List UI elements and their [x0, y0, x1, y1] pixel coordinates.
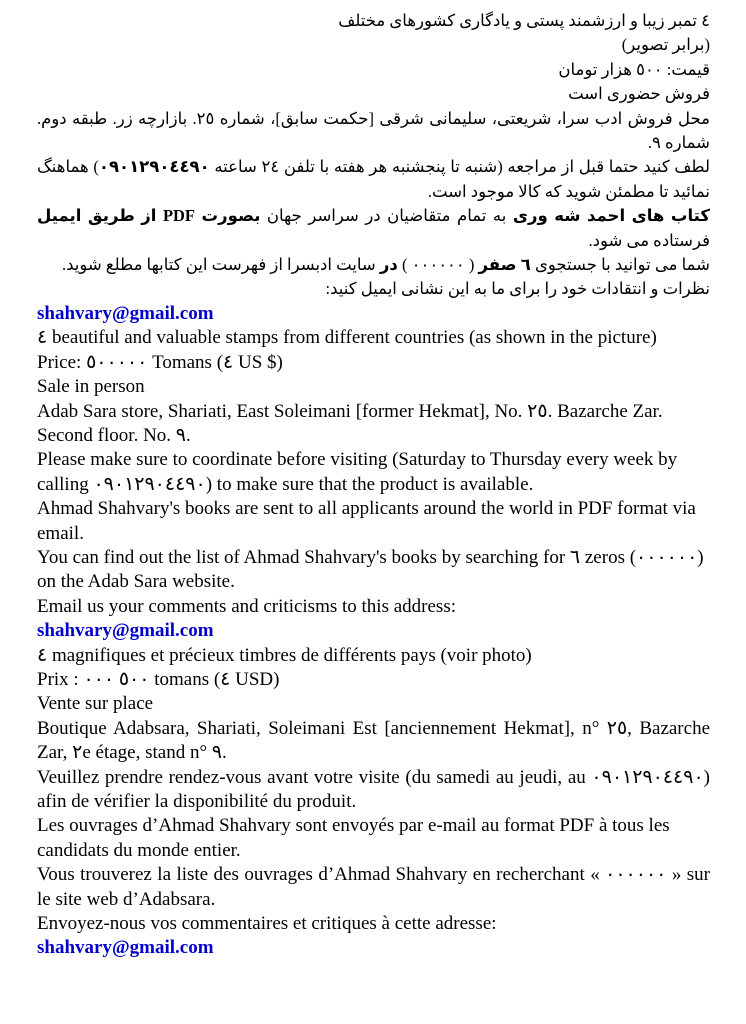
fa-title-line: ٤ تمبر زیبا و ارزشمند پستی و یادگاری کشورهای مختلف: [338, 11, 710, 30]
fa-comments-line: نظرات و انتقادات خود را برای ما به این نشانی ایمیل کنید:: [325, 279, 710, 299]
fa-books-paragraph: [37, 204, 710, 253]
fa-address-paragraph: محل فروش ادب سرا، شریعتی، سلیمانی شرقی [حکمت سابق]، شماره ٢٥. بازارچه زر. طبقه دوم. شماره ٩.: [37, 108, 710, 153]
fr-comments-line: Envoyez-nous vos commentaires et critiques à cette adresse:: [37, 913, 497, 935]
fa-sale-in-person-line: فروش حضوری است: [568, 84, 710, 104]
fa-search-text-1: شما می توانید با جستجوی: [530, 255, 710, 275]
en-search-paragraph: You can find out the list of Ahmad Shahvary's books by searching for ٦ zeros (٠٠٠٠٠٠) on the Adab Sara website.: [37, 546, 704, 593]
fa-in-word: در: [379, 255, 398, 275]
en-price-line: Price: ٥٠٠٠٠٠ Tomans (٤ US $): [37, 351, 283, 373]
fa-phone-paragraph: [37, 155, 710, 204]
email-address-2: shahvary@gmail.com: [37, 620, 214, 642]
fr-phone-paragraph: Veuillez prendre rendez-vous avant votre visite (du samedi au jeudi, au ٠٩٠١٢٩٠٤٤٩٠) afin de vérifier la disponibilité du produit.: [37, 766, 710, 812]
fa-price-line: قیمت: ٥٠٠ هزار تومان: [558, 59, 710, 79]
fr-price-line: Prix : ٥٠٠ ٠٠٠ tomans (٤ USD): [37, 668, 280, 690]
en-sale-in-person-line: Sale in person: [37, 376, 145, 398]
fa-phone-text-2: ) هماهنگ نمائید تا مطمئن شوید که کالا موجود است.: [37, 157, 710, 201]
fa-search-text-2: سایت ادبسرا از فهرست این کتابها مطلع شوید.: [61, 255, 380, 275]
fa-six-zeros: ٦ صفر: [478, 255, 531, 275]
fa-books-text-2: فرستاده می شود.: [588, 230, 710, 250]
email-address-1: shahvary@gmail.com: [37, 302, 214, 324]
fa-zeros-value: ( ٠٠٠٠٠٠ ): [397, 255, 479, 275]
fa-phone-text-1: لطف کنید حتما قبل از مراجعه (شنبه تا پنجشنبه هر هفته با تلفن ٢٤ ساعته: [209, 157, 710, 177]
fa-phone-number: ٠٩٠١٢٩٠٤٤٩٠: [98, 157, 210, 177]
en-address-paragraph: Adab Sara store, Shariati, East Soleimani [former Hekmat], No. ٢٥. Bazarche Zar. Second floor. No. ٩.: [37, 400, 663, 446]
fr-address-paragraph: Boutique Adabsara, Shariati, Soleimani Est [anciennement Hekmat], n° ٢٥, Bazarche Zar, ٢e étage, stand n° ٩.: [37, 717, 711, 764]
en-comments-line: Email us your comments and criticisms to this address:: [37, 595, 456, 617]
en-phone-paragraph: Please make sure to coordinate before visiting (Saturday to Thursday every week by calling ٠٩٠١٢٩٠٤٤٩٠) to make sure that the product is available.: [37, 449, 678, 495]
fr-books-paragraph: Les ouvrages d’Ahmad Shahvary sont envoyés par e-mail au format PDF à tous les candidats du monde entier.: [37, 815, 670, 861]
fr-search-paragraph: Vous trouverez la liste des ouvrages d’Ahmad Shahvary en recherchant « ٠٠٠٠٠٠ » sur le site web d’Adabsara.: [37, 864, 710, 910]
en-books-paragraph: Ahmad Shahvary's books are sent to all applicants around the world in PDF format via email.: [37, 498, 696, 544]
fa-search-paragraph: [37, 253, 710, 277]
fa-books-text-1: به تمام متقاضیان در سراسر جهان: [260, 206, 513, 226]
email-address-3: shahvary@gmail.com: [37, 937, 214, 959]
fa-author-name: کتاب های احمد شه وری: [512, 206, 710, 226]
fa-pdf-email-phrase: بصورت PDF از طریق ایمیل: [37, 206, 261, 226]
en-title-paragraph: ٤ beautiful and valuable stamps from different countries (as shown in the picture): [37, 327, 657, 349]
fr-sale-in-person-line: Vente sur place: [37, 693, 154, 715]
fa-as-picture-line: (برابر تصویر): [621, 35, 710, 55]
fr-title-line: ٤ magnifiques et précieux timbres de différents pays (voir photo): [37, 644, 532, 666]
